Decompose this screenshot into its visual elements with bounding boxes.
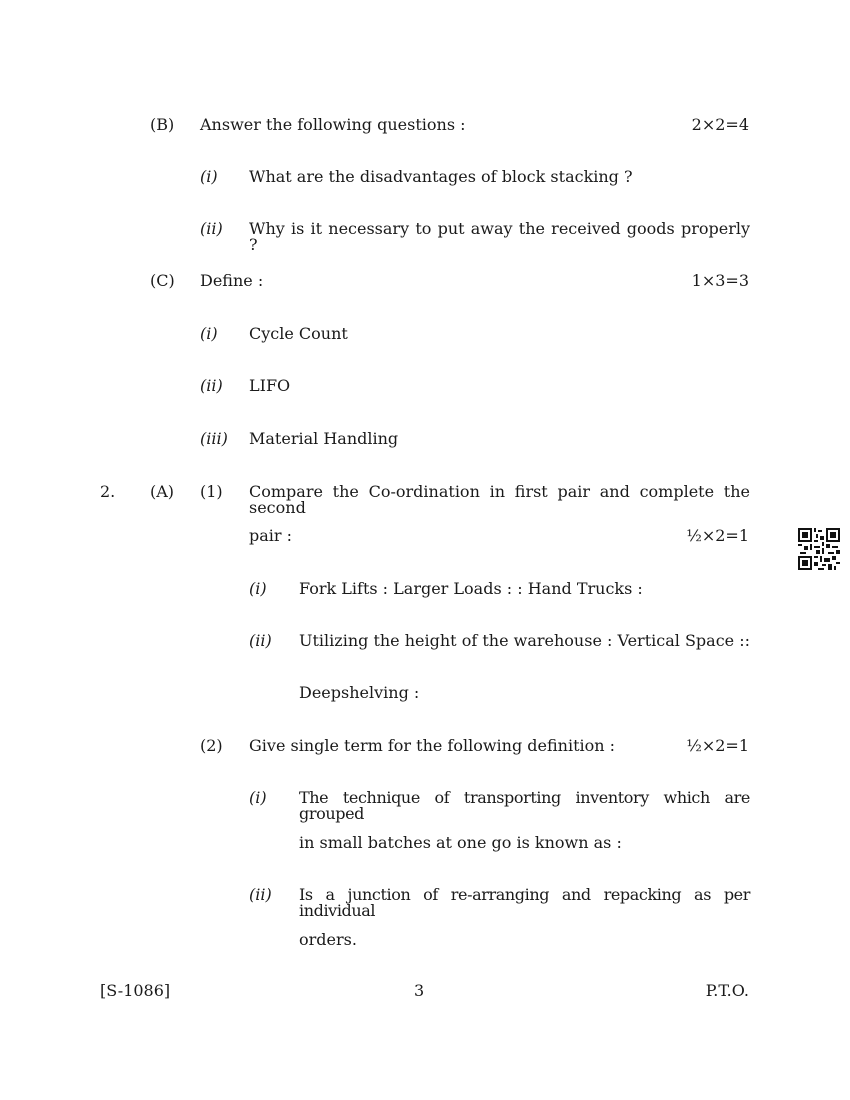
q2-sub1-item-2-line1: Utilizing the height of the warehouse : Vertical Space ::	[299, 631, 750, 650]
q2-sub2-item-1-line1: The technique of transporting inventory which are grouped	[299, 788, 750, 823]
q2-sub2-item-2-line1: Is a junction of re-arranging and repacking as per individual	[299, 885, 750, 920]
section-c-item-3-num: (iii)	[200, 429, 228, 448]
q2-sub1-item-2-num: (ii)	[249, 631, 272, 650]
question-2-part-a: (A)	[150, 482, 175, 501]
section-c-label: (C)	[150, 271, 175, 290]
footer-page-number: 3	[414, 981, 425, 1000]
q2-sub1-item-1-text: Fork Lifts : Larger Loads : : Hand Trucks :	[299, 579, 643, 598]
q2-sub1-line2: pair :	[249, 526, 293, 545]
section-b-marks: 2×2=4	[691, 115, 749, 134]
q2-sub2-item-2-line2: orders.	[299, 930, 357, 949]
section-c-heading: Define :	[200, 271, 264, 290]
q2-sub1-marks: ½×2=1	[686, 526, 749, 545]
footer-paper-code: [S-1086]	[100, 981, 171, 1000]
q2-sub1-item-1-num: (i)	[249, 579, 267, 598]
section-c-item-2-num: (ii)	[200, 376, 223, 395]
q2-sub1-item-2-line2: Deepshelving :	[299, 683, 420, 702]
section-c-marks: 1×3=3	[691, 271, 749, 290]
section-b-label: (B)	[150, 115, 175, 134]
section-b-item-1-num: (i)	[200, 167, 218, 186]
footer-pto: P.T.O.	[705, 981, 749, 1000]
section-c-item-3-text: Material Handling	[249, 429, 399, 448]
qr-code-icon	[798, 528, 840, 570]
section-b-item-2-num: (ii)	[200, 219, 223, 238]
q2-sub1-num: (1)	[200, 482, 223, 501]
section-c-item-1-num: (i)	[200, 324, 218, 343]
q2-sub2-heading: Give single term for the following definition :	[249, 736, 616, 755]
section-b-heading: Answer the following questions :	[200, 115, 466, 134]
section-c-item-2-text: LIFO	[249, 376, 291, 395]
q2-sub1-line1: Compare the Co-ordination in first pair and complete the second	[249, 482, 750, 517]
q2-sub2-item-1-num: (i)	[249, 788, 267, 807]
q2-sub2-marks: ½×2=1	[686, 736, 749, 755]
section-b-item-1-text: What are the disadvantages of block stacking ?	[249, 167, 633, 186]
q2-sub2-item-2-num: (ii)	[249, 885, 272, 904]
section-b-item-2-text: Why is it necessary to put away the received goods properly ?	[249, 219, 750, 254]
q2-sub2-item-1-line2: in small batches at one go is known as :	[299, 833, 622, 852]
q2-sub2-num: (2)	[200, 736, 223, 755]
question-2-number: 2.	[100, 482, 116, 501]
section-c-item-1-text: Cycle Count	[249, 324, 348, 343]
